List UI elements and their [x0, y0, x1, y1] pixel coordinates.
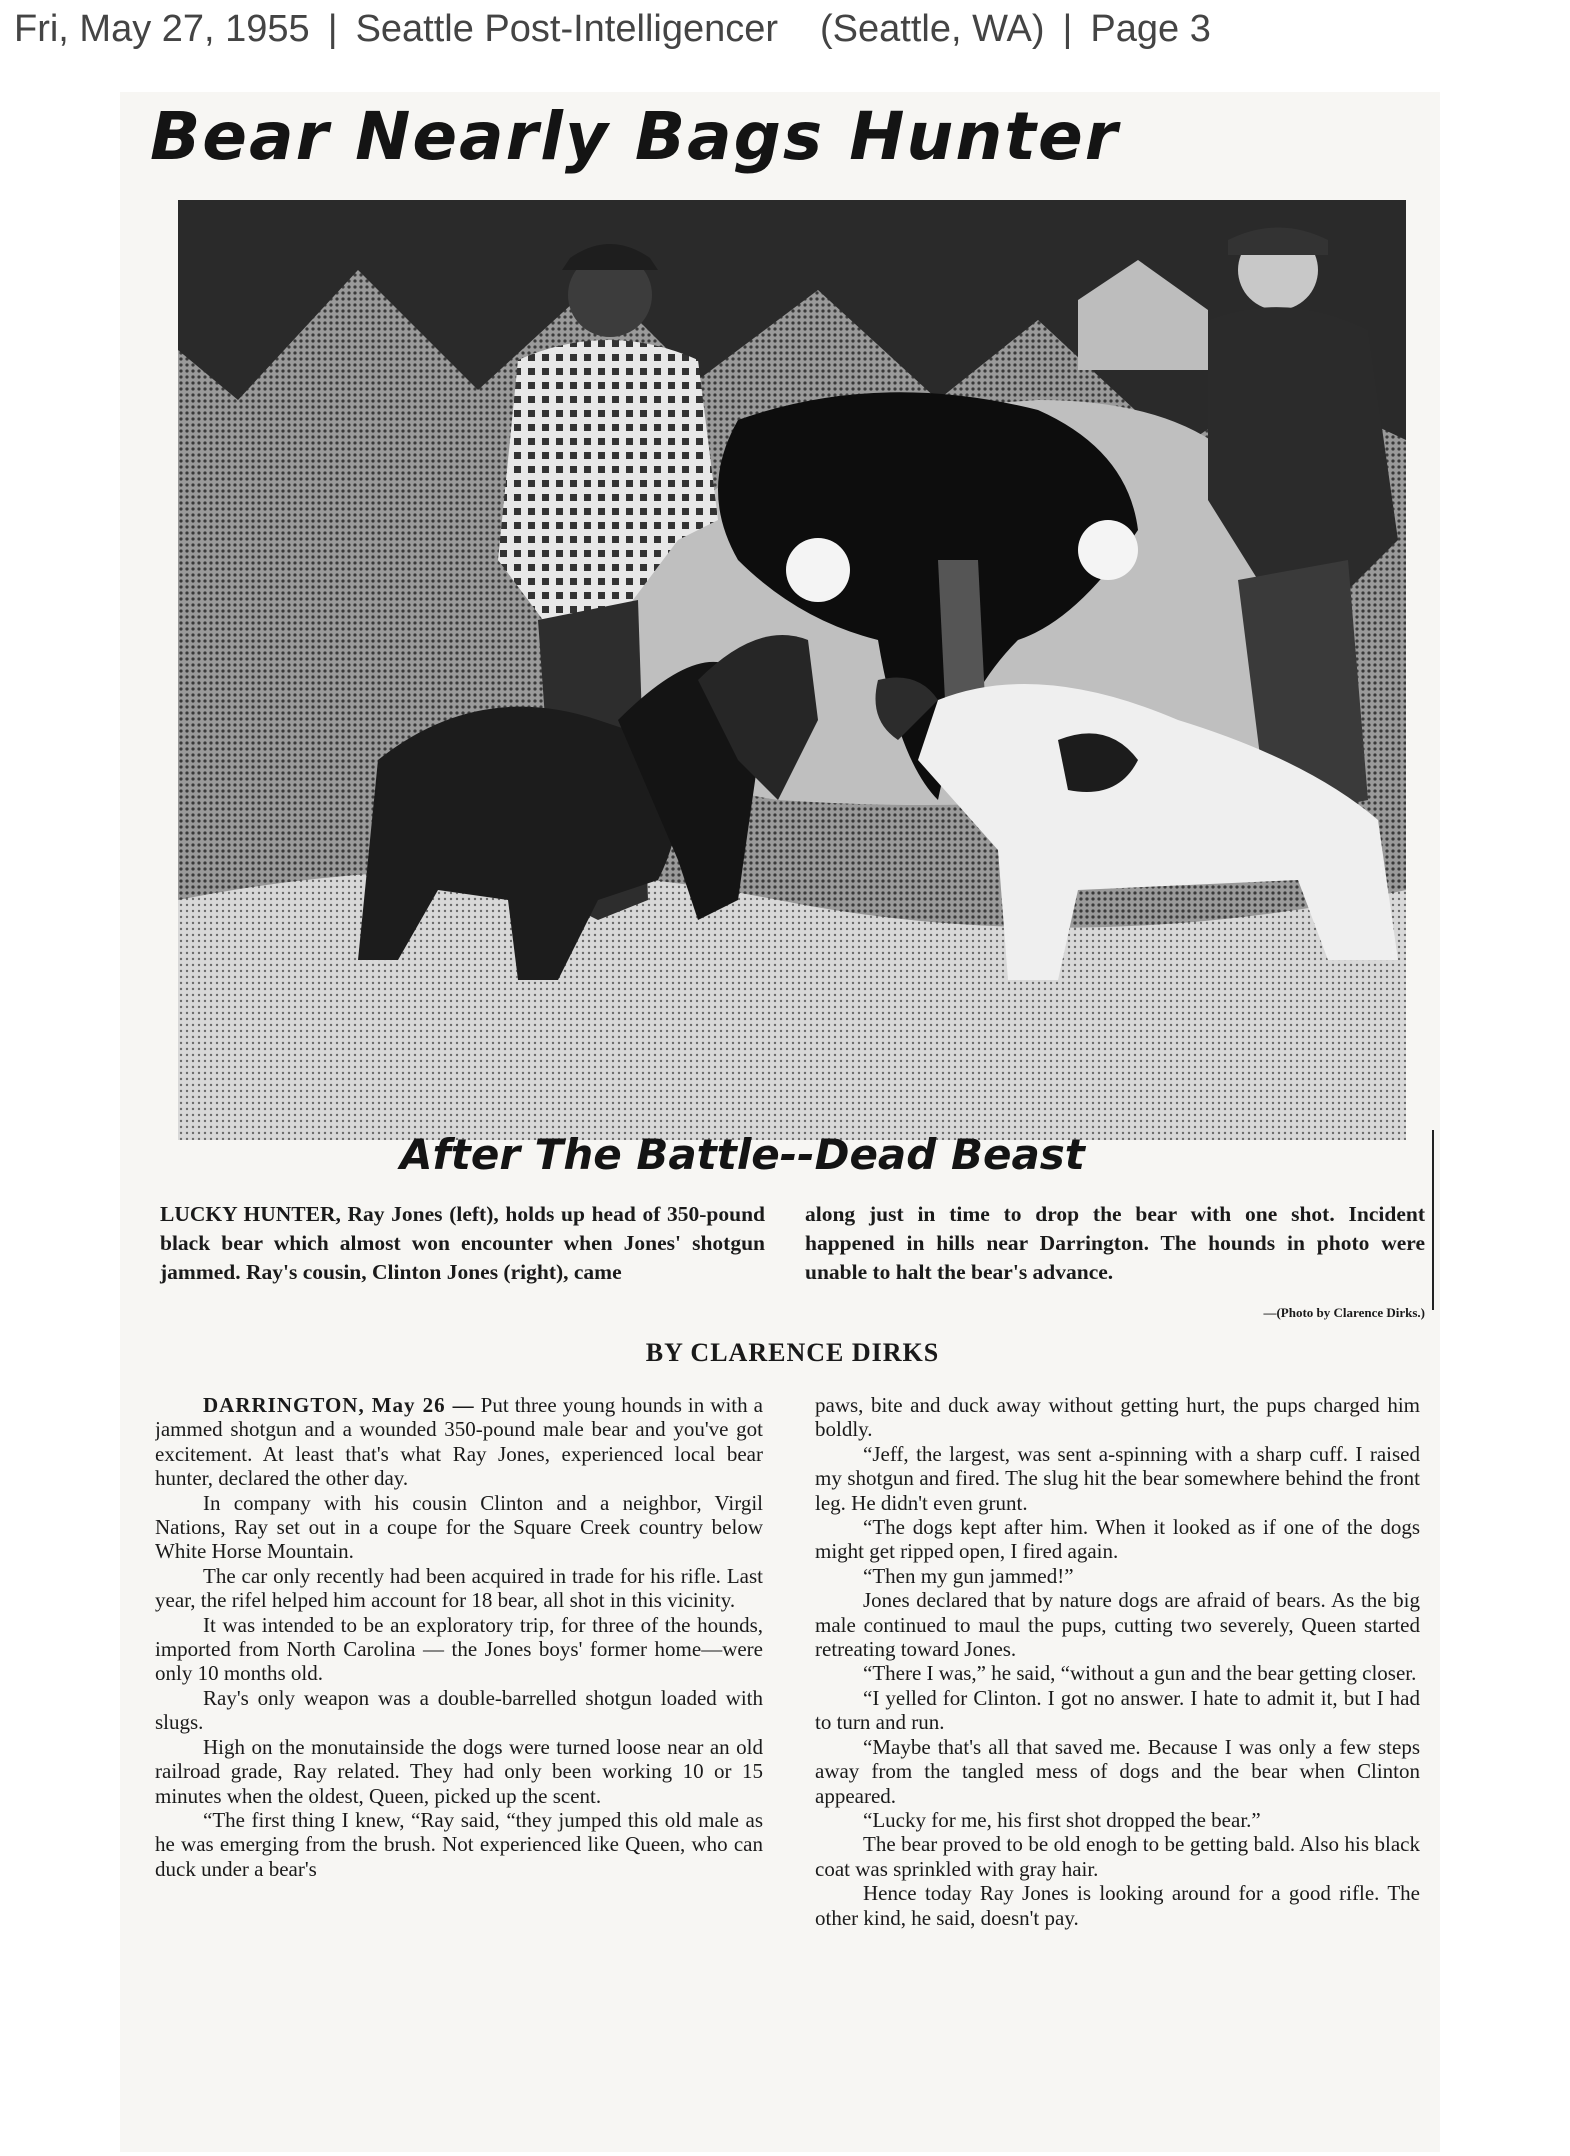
article-paragraph: paws, bite and duck away without getting hurt, the pups charged him boldly.	[815, 1393, 1420, 1442]
article-column-left	[155, 1393, 763, 2138]
article-paragraph: It was intended to be an exploratory trip, for three of the hounds, imported from North Carolina — the Jones boys' former home—were only 10 months old.	[155, 1612, 763, 1686]
article-paragraph: Jones declared that by nature dogs are afraid of bears. As the big male continued to maul the pups, cutting two severely, Queen started retreating toward Jones.	[815, 1588, 1420, 1662]
column-rule	[1432, 1130, 1434, 1310]
newspaper-name: Seattle Post-Intelligencer	[355, 8, 779, 50]
article-paragraph: “Maybe that's all that saved me. Because I was only a few steps away from the tangled mess of dogs and the bear when Clinton appeared.	[815, 1734, 1420, 1808]
article-paragraph: “Then my gun jammed!”	[863, 1563, 1074, 1588]
article-headline: Bear Nearly Bags Hunter	[150, 98, 1120, 175]
article-paragraph: “Lucky for me, his first shot dropped the bear.”	[863, 1807, 1261, 1832]
article-dateline: DARRINGTON, May 26 —	[203, 1393, 475, 1417]
article-paragraph: “The first thing I knew, “Ray said, “they jumped this old male as he was emerging from the brush. Not experienced like Queen, who can duck under a bear's	[155, 1807, 763, 1881]
article-byline: BY CLARENCE DIRKS	[645, 1338, 940, 1367]
article-photo	[178, 200, 1406, 1140]
article-paragraph: The bear proved to be old enogh to be getting bald. Also his black coat was sprinkled with gray hair.	[815, 1832, 1420, 1881]
page-number: Page 3	[1090, 8, 1211, 50]
photo-caption-right: along just in time to drop the bear with one shot. Incident happened in hills near Darrington. The hounds in photo were unable to halt the bear's advance.	[805, 1202, 1425, 1284]
header-separator: |	[1062, 8, 1073, 50]
clipping-header	[14, 8, 1559, 64]
article-paragraph: In company with his cousin Clinton and a neighbor, Virgil Nations, Ray set out in a coupe for the Square Creek country below White Horse Mountain.	[155, 1490, 763, 1564]
photo-subheadline: After The Battle--Dead Beast	[400, 1130, 1085, 1179]
photo-credit: —(Photo by Clarence Dirks.)	[1263, 1305, 1425, 1320]
article-paragraph: High on the monutainside the dogs were turned loose near an old railroad grade, Ray related. They had only been working 10 or 15 minutes when the oldest, Queen, picked up the scent.	[155, 1734, 763, 1808]
newspaper-location: (Seattle, WA)	[820, 8, 1045, 50]
article-paragraph: Hence today Ray Jones is looking around for a good rifle. The other kind, he said, doesn't pay.	[815, 1881, 1420, 1930]
article-paragraph: “There I was,” he said, “without a gun and the bear getting closer.	[863, 1661, 1417, 1686]
article-paragraph: “Jeff, the largest, was sent a-spinning with a sharp cuff. I raised my shotgun and fired. The slug hit the bear somewhere behind the front leg. He didn't even grunt.	[815, 1441, 1420, 1515]
article-paragraph: Ray's only weapon was a double-barrelled shotgun loaded with slugs.	[155, 1685, 763, 1735]
article-column-right	[815, 1393, 1420, 2138]
article-paragraph: “I yelled for Clinton. I got no answer. I hate to admit it, but I had to turn and run.	[815, 1685, 1420, 1735]
photo-caption-left: LUCKY HUNTER, Ray Jones (left), holds up head of 350-pound black bear which almost won encounter when Jones' shotgun jammed. Ray's cousin, Clinton Jones (right), came	[160, 1202, 765, 1284]
header-separator: |	[327, 8, 338, 50]
article-paragraph: “The dogs kept after him. When it looked as if one of the dogs might get ripped open, I fired again.	[815, 1515, 1420, 1564]
article-paragraph: The car only recently had been acquired in trade for his rifle. Last year, the rifel helped him account for 18 bear, all shot in this vicinity.	[155, 1563, 763, 1613]
article-paragraph: DARRINGTON, May 26 — Put three young hounds in with a jammed shotgun and a wounded 350-pound male bear and you've got excitement. At least that's what Ray Jones, experienced local bear hunter, declared the other day.	[155, 1393, 763, 1491]
publication-date: Fri, May 27, 1955	[14, 8, 310, 50]
